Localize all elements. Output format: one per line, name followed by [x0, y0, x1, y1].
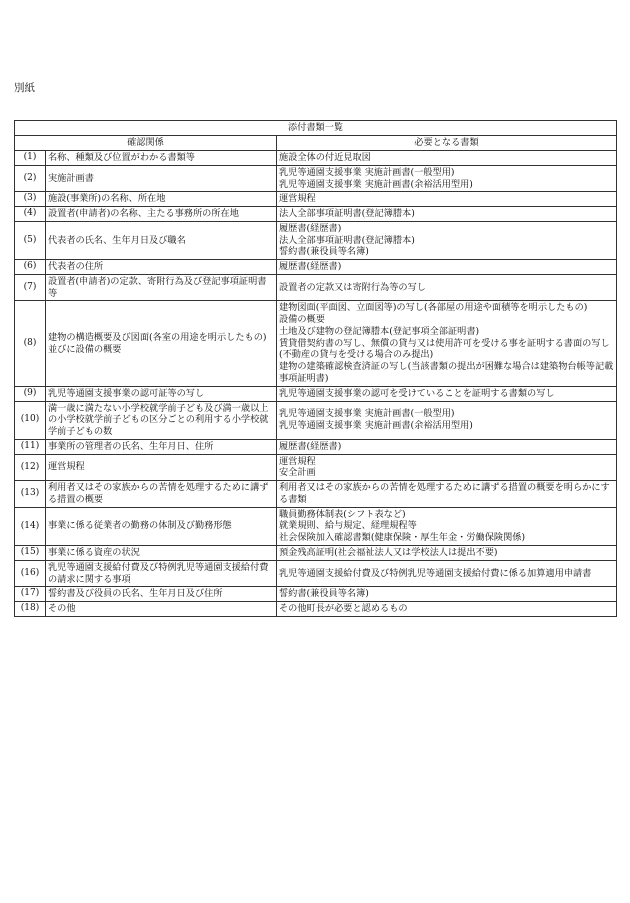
- row-number: (10): [15, 401, 46, 439]
- requirement-cell: 事業に係る従業者の勤務の体制及び勤務形態: [46, 507, 277, 545]
- document-item: 乳児等通園支援事業の認可を受けていることを証明する書類の写し: [279, 387, 555, 399]
- documents-cell: [277, 560, 617, 587]
- document-item: 運営規程: [279, 455, 316, 467]
- row-number: (15): [15, 545, 46, 560]
- documents-cell: [277, 386, 617, 401]
- document-item: 法人全部事項証明書(登記簿謄本): [279, 234, 415, 246]
- document-item: 設備の概要: [279, 314, 325, 326]
- requirement-cell: 利用者又はその家族からの苦情を処理するために講ずる措置の概要: [46, 481, 277, 508]
- document-item: 履歴書(経歴書): [279, 222, 342, 234]
- table-title: 添付書類一覧: [15, 121, 617, 136]
- table-row: [15, 260, 617, 275]
- requirement-cell: 設置者(申請者)の定款、寄附行為及び登記事項証明書 等: [46, 274, 277, 301]
- document-item: 履歴書(経歴書): [279, 440, 342, 452]
- documents-cell: [277, 207, 617, 222]
- row-number: (2): [15, 165, 46, 192]
- documents-cell: [277, 165, 617, 192]
- table-row: [15, 386, 617, 401]
- requirement-cell: 満一歳に満たない小学校就学前子ども及び満一歳以上の小学校就学前子どもの区分ごとの利用する小学校就学前子どもの数: [46, 401, 277, 439]
- table-row: [15, 165, 617, 192]
- documents-cell: [277, 507, 617, 545]
- document-item: 履歴書(経歴書): [279, 261, 342, 273]
- table-row: [15, 587, 617, 602]
- attachment-table: [14, 120, 617, 617]
- document-item: 乳児等通園支援給付費及び特例乳児等通園支援給付費に係る加算適用申請書: [279, 567, 592, 579]
- documents-cell: [277, 401, 617, 439]
- requirement-cell: 施設(事業所)の名称、所在地: [46, 192, 277, 207]
- row-number: (12): [15, 454, 46, 481]
- requirement-cell: その他: [46, 602, 277, 617]
- documents-cell: [277, 151, 617, 166]
- row-number: (5): [15, 221, 46, 259]
- row-number: (9): [15, 386, 46, 401]
- table-row: [15, 454, 617, 481]
- document-label: 別紙: [14, 82, 35, 94]
- documents-cell: [277, 481, 617, 508]
- row-number: (16): [15, 560, 46, 587]
- requirement-cell: 実施計画書: [46, 165, 277, 192]
- document-item: 誓約書(兼役員等名簿): [279, 588, 369, 600]
- row-number: (3): [15, 192, 46, 207]
- document-item: 法人全部事項証明書(登記簿謄本): [279, 208, 415, 220]
- document-item: 就業規則、給与規定、経理規程等: [279, 520, 417, 532]
- documents-cell: [277, 545, 617, 560]
- document-item: 安全計画: [279, 467, 316, 479]
- table-row: [15, 602, 617, 617]
- document-item: 乳児等通園支援事業 実施計画書(一般型用): [279, 408, 455, 420]
- document-item: その他町長が必要と認めるもの: [279, 603, 408, 615]
- documents-cell: [277, 221, 617, 259]
- document-item: 利用者又はその家族からの苦情を処理するために講ずる措置の概要を明らかにする書類: [279, 482, 610, 505]
- row-number: (6): [15, 260, 46, 275]
- requirement-cell: 乳児等通園支援事業の認可証等の写し: [46, 386, 277, 401]
- document-item: 職員勤務体制表(シフト表など): [279, 508, 406, 520]
- requirement-cell: 建物の構造概要及び図面(各室の用途を明示したもの)並びに設備の概要: [46, 301, 277, 386]
- requirement-cell: 事業に係る資産の状況: [46, 545, 277, 560]
- document-item: 設置者の定款又は寄附行為等の写し: [279, 281, 426, 293]
- row-number: (4): [15, 207, 46, 222]
- documents-cell: [277, 192, 617, 207]
- document-item: 建物図面(平面図、立面図等)の写し(各部屋の用途や面積等を明示したもの): [279, 302, 588, 314]
- requirement-cell: 代表者の氏名、生年月日及び職名: [46, 221, 277, 259]
- requirement-cell: 事業所の管理者の氏名、生年月日、住所: [46, 439, 277, 454]
- row-number: (13): [15, 481, 46, 508]
- row-number: (17): [15, 587, 46, 602]
- table-row: [15, 274, 617, 301]
- row-number: (8): [15, 301, 46, 386]
- document-item: 施設全体の付近見取図: [279, 152, 371, 163]
- table-row: [15, 507, 617, 545]
- document-item: 運営規程: [279, 193, 316, 205]
- document-item: 賃貸借契約書の写し、無償の貸与又は使用許可を受ける事を証明する書面の写し(不動産の貸与を受ける場合のみ提出): [279, 337, 610, 361]
- table-row: [15, 207, 617, 222]
- document-item: 乳児等通園支援事業 実施計画書(余裕活用型用): [279, 178, 473, 190]
- document-item: 乳児等通園支援事業 実施計画書(一般型用): [279, 166, 455, 178]
- document-item: 誓約書(兼役員等名簿): [279, 246, 369, 258]
- header-requirement: 確認関係: [15, 136, 277, 151]
- row-number: (14): [15, 507, 46, 545]
- document-item: 土地及び建物の登記簿謄本(登記事項全部証明書): [279, 325, 480, 337]
- table-row: [15, 560, 617, 587]
- row-number: (7): [15, 274, 46, 301]
- row-number: (1): [15, 151, 46, 166]
- header-documents: 必要となる書類: [277, 136, 617, 151]
- documents-cell: [277, 274, 617, 301]
- documents-cell: [277, 587, 617, 602]
- requirement-cell: 代表者の住所: [46, 260, 277, 275]
- table-row: [15, 221, 617, 259]
- documents-cell: [277, 454, 617, 481]
- table-row: [15, 301, 617, 386]
- table-body: [15, 151, 617, 617]
- table-row: [15, 481, 617, 508]
- documents-cell: [277, 260, 617, 275]
- row-number: (11): [15, 439, 46, 454]
- table-row: [15, 439, 617, 454]
- requirement-cell: 名称、種類及び位置がわかる書類等: [46, 151, 277, 166]
- table-row: [15, 192, 617, 207]
- documents-cell: [277, 602, 617, 617]
- requirement-cell: 誓約書及び役員の氏名、生年月日及び住所: [46, 587, 277, 602]
- document-item: 預金残高証明(社会福祉法人又は学校法人は提出不要): [279, 546, 498, 558]
- table-row: [15, 545, 617, 560]
- document-item: 建物の建築確認検査済証の写し(当該書類の提出が困難な場合は建築物台帳等記載事項証明書): [279, 361, 614, 385]
- row-number: (18): [15, 602, 46, 617]
- requirement-cell: 運営規程: [46, 454, 277, 481]
- document-item: 社会保険加入確認書類(健康保険・厚生年金・労働保険関係): [279, 532, 526, 544]
- table-row: [15, 151, 617, 166]
- document-item: 乳児等通園支援事業 実施計画書(余裕活用型用): [279, 420, 473, 432]
- requirement-cell: 設置者(申請者)の名称、主たる事務所の所在地: [46, 207, 277, 222]
- requirement-cell: 乳児等通園支援給付費及び特例乳児等通園支援給付費の請求に関する事項: [46, 560, 277, 587]
- documents-cell: [277, 439, 617, 454]
- documents-cell: [277, 301, 617, 386]
- table-row: [15, 401, 617, 439]
